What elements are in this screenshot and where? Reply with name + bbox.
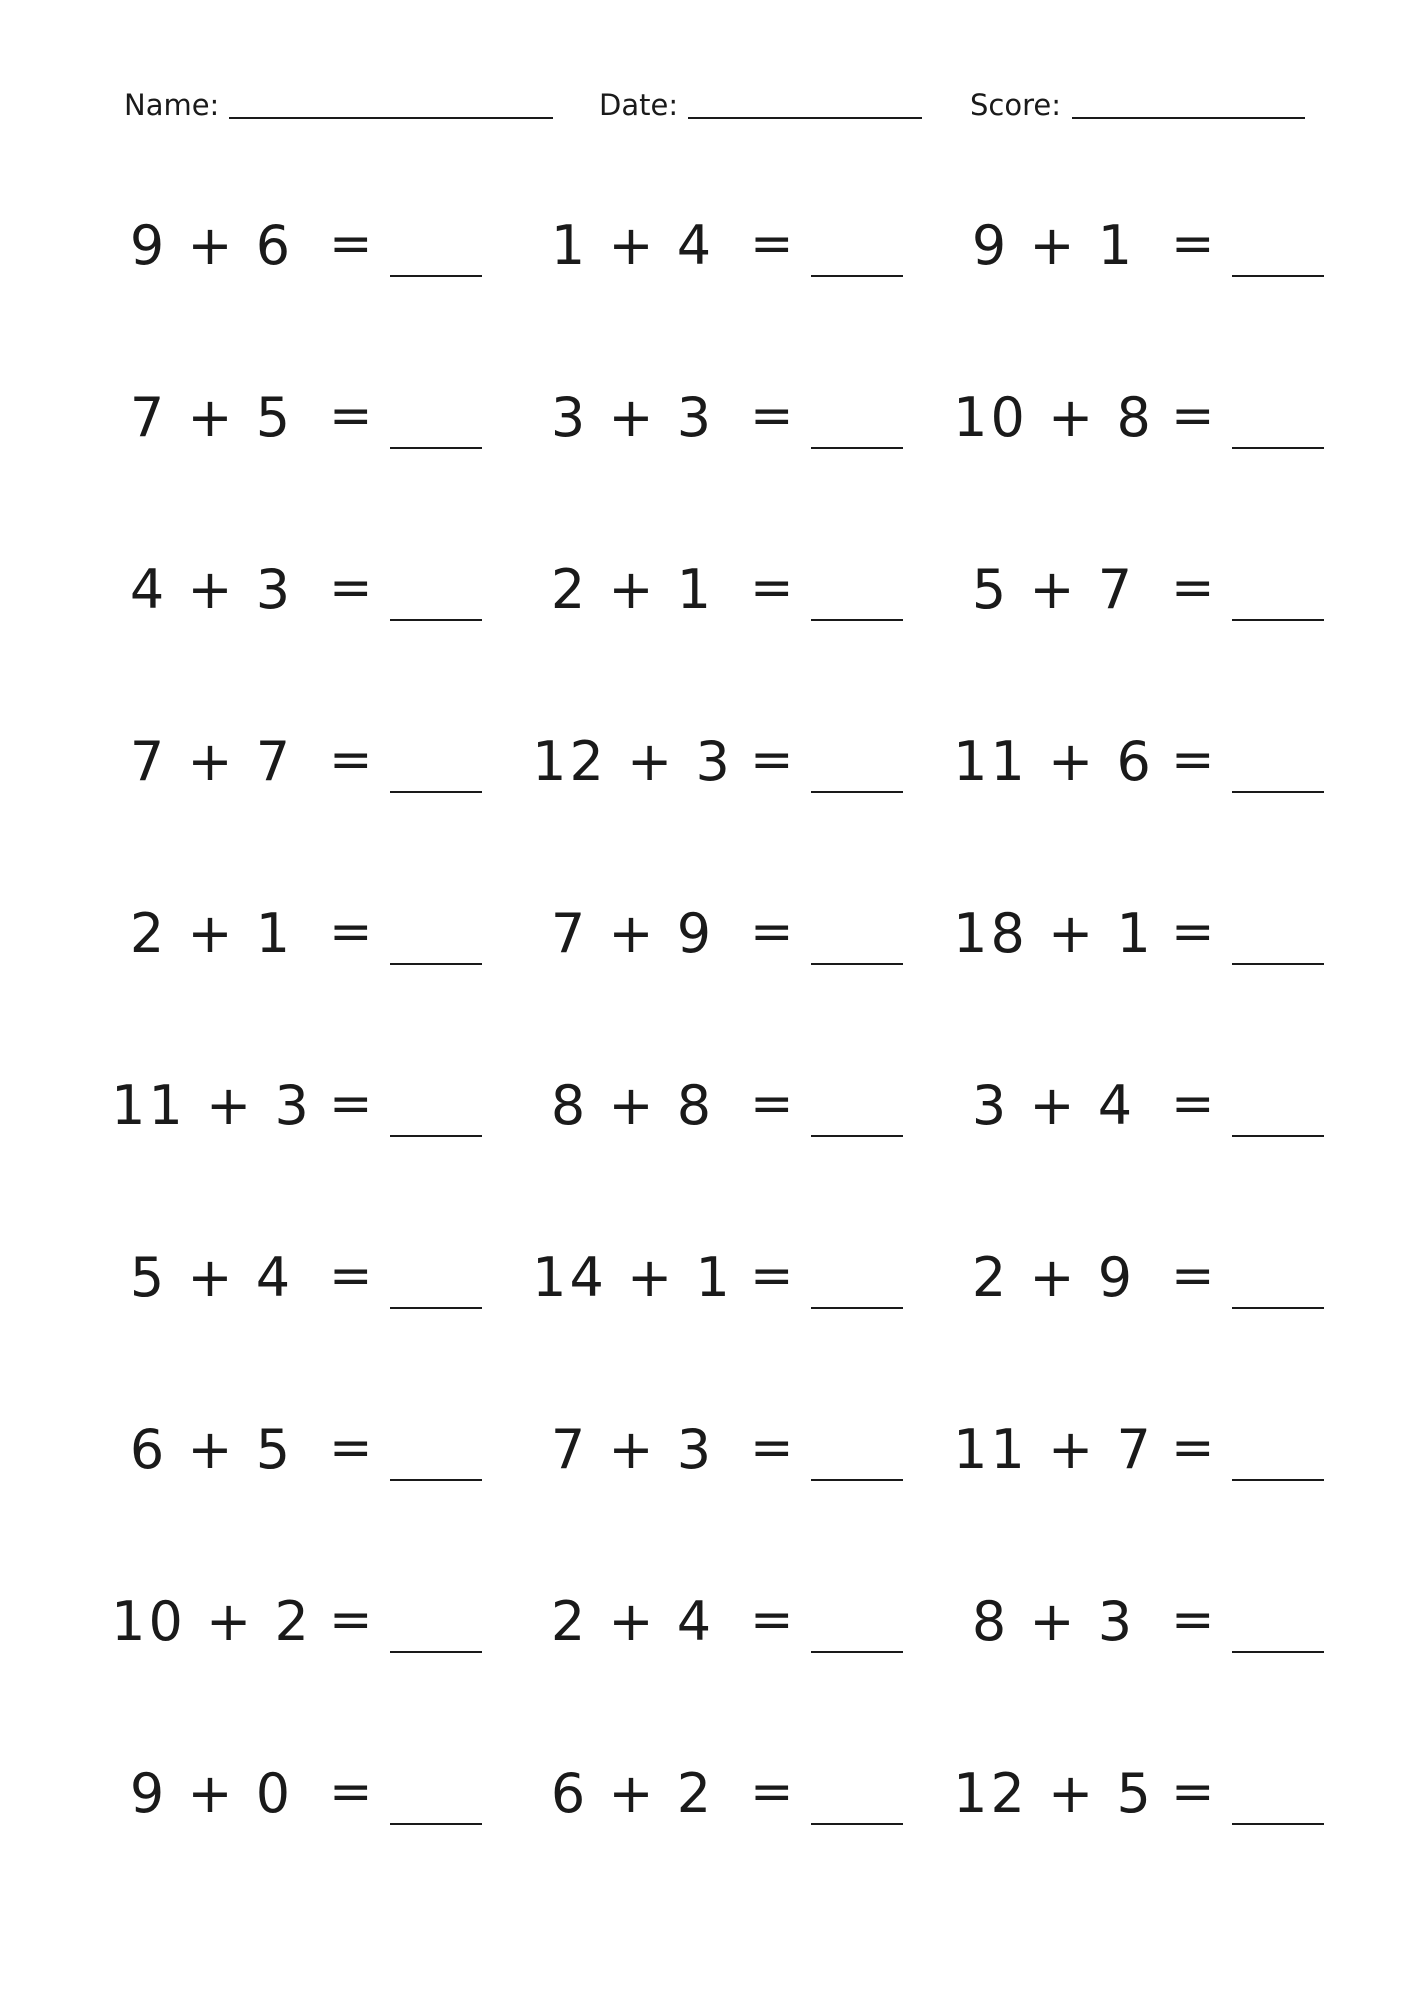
problem-expression: 7 + 5 [129, 386, 294, 449]
equals-sign: = [750, 1246, 794, 1306]
problem-expression: 2 + 1 [550, 558, 715, 621]
answer-blank-line[interactable] [811, 963, 903, 965]
answer-blank-line[interactable] [390, 963, 482, 965]
problem-expression: 10 + 2 [111, 1590, 312, 1653]
problem-item [104, 540, 504, 640]
equals-sign: = [1171, 214, 1215, 274]
problem-expression: 11 + 6 [953, 730, 1154, 793]
problem-expression: 2 + 9 [971, 1246, 1136, 1309]
equals-sign: = [1171, 1590, 1215, 1650]
equals-sign: = [329, 1246, 373, 1306]
answer-blank-line[interactable] [390, 1823, 482, 1825]
answer-blank-line[interactable] [811, 1823, 903, 1825]
problem-item [104, 1744, 504, 1844]
problem-item [104, 196, 504, 296]
problem-item [525, 712, 925, 812]
problem-expression: 7 + 3 [550, 1418, 715, 1481]
answer-blank-line[interactable] [1232, 791, 1324, 793]
equals-sign: = [1171, 1418, 1215, 1478]
problem-item [946, 1228, 1346, 1328]
answer-blank-line[interactable] [1232, 1135, 1324, 1137]
problem-item [525, 1744, 925, 1844]
equals-sign: = [329, 902, 373, 962]
date-blank-line[interactable] [688, 117, 922, 119]
answer-blank-line[interactable] [390, 619, 482, 621]
answer-blank-line[interactable] [390, 1651, 482, 1653]
answer-blank-line[interactable] [1232, 1651, 1324, 1653]
name-blank-line[interactable] [229, 117, 553, 119]
problem-item [104, 1400, 504, 1500]
problem-item [104, 368, 504, 468]
equals-sign: = [329, 386, 373, 446]
problem-expression: 9 + 1 [971, 214, 1136, 277]
problem-expression: 2 + 4 [550, 1590, 715, 1653]
answer-blank-line[interactable] [1232, 275, 1324, 277]
equals-sign: = [329, 558, 373, 618]
problem-expression: 7 + 7 [129, 730, 294, 793]
answer-blank-line[interactable] [811, 1479, 903, 1481]
problem-expression: 1 + 4 [550, 214, 715, 277]
equals-sign: = [329, 1762, 373, 1822]
score-blank-line[interactable] [1072, 117, 1305, 119]
answer-blank-line[interactable] [390, 1135, 482, 1137]
problem-expression: 5 + 7 [971, 558, 1136, 621]
problem-item [525, 196, 925, 296]
problem-item [946, 712, 1346, 812]
problem-item [946, 1744, 1346, 1844]
problem-expression: 14 + 1 [532, 1246, 733, 1309]
equals-sign: = [329, 1074, 373, 1134]
equals-sign: = [329, 730, 373, 790]
answer-blank-line[interactable] [811, 1307, 903, 1309]
problem-item [525, 368, 925, 468]
problem-item [946, 540, 1346, 640]
problem-item [946, 1400, 1346, 1500]
problem-item [525, 1572, 925, 1672]
answer-blank-line[interactable] [390, 447, 482, 449]
answer-blank-line[interactable] [811, 275, 903, 277]
answer-blank-line[interactable] [811, 1135, 903, 1137]
date-label: Date: [599, 88, 679, 122]
problem-expression: 4 + 3 [129, 558, 294, 621]
score-label: Score: [970, 88, 1061, 122]
problem-expression: 11 + 7 [953, 1418, 1154, 1481]
problem-item [946, 368, 1346, 468]
problem-expression: 6 + 2 [550, 1762, 715, 1825]
equals-sign: = [329, 214, 373, 274]
problem-expression: 11 + 3 [111, 1074, 312, 1137]
problem-item [946, 1572, 1346, 1672]
problem-item [525, 1056, 925, 1156]
problem-item [525, 540, 925, 640]
answer-blank-line[interactable] [811, 791, 903, 793]
problem-item [525, 884, 925, 984]
equals-sign: = [750, 902, 794, 962]
equals-sign: = [750, 1590, 794, 1650]
problem-expression: 10 + 8 [953, 386, 1154, 449]
equals-sign: = [1171, 386, 1215, 446]
answer-blank-line[interactable] [390, 1479, 482, 1481]
answer-blank-line[interactable] [811, 1651, 903, 1653]
equals-sign: = [1171, 558, 1215, 618]
problem-item [104, 1572, 504, 1672]
answer-blank-line[interactable] [1232, 1823, 1324, 1825]
answer-blank-line[interactable] [390, 1307, 482, 1309]
answer-blank-line[interactable] [390, 791, 482, 793]
problem-expression: 8 + 8 [550, 1074, 715, 1137]
equals-sign: = [329, 1590, 373, 1650]
problem-expression: 18 + 1 [953, 902, 1154, 965]
answer-blank-line[interactable] [1232, 619, 1324, 621]
problem-item [525, 1228, 925, 1328]
problem-expression: 3 + 3 [550, 386, 715, 449]
problem-item [946, 196, 1346, 296]
equals-sign: = [750, 730, 794, 790]
problem-expression: 2 + 1 [129, 902, 294, 965]
problem-item [104, 884, 504, 984]
problem-item [525, 1400, 925, 1500]
problem-expression: 8 + 3 [971, 1590, 1136, 1653]
equals-sign: = [1171, 1074, 1215, 1134]
equals-sign: = [750, 558, 794, 618]
equals-sign: = [329, 1418, 373, 1478]
answer-blank-line[interactable] [1232, 1307, 1324, 1309]
equals-sign: = [750, 1418, 794, 1478]
name-label: Name: [124, 88, 220, 122]
equals-sign: = [750, 386, 794, 446]
answer-blank-line[interactable] [1232, 447, 1324, 449]
problem-item [104, 1056, 504, 1156]
equals-sign: = [1171, 1762, 1215, 1822]
answer-blank-line[interactable] [1232, 1479, 1324, 1481]
equals-sign: = [750, 1074, 794, 1134]
equals-sign: = [750, 1762, 794, 1822]
equals-sign: = [1171, 730, 1215, 790]
answer-blank-line[interactable] [390, 275, 482, 277]
problem-expression: 12 + 3 [532, 730, 733, 793]
problem-item [104, 1228, 504, 1328]
problem-expression: 9 + 6 [129, 214, 294, 277]
equals-sign: = [1171, 902, 1215, 962]
answer-blank-line[interactable] [811, 447, 903, 449]
problem-expression: 7 + 9 [550, 902, 715, 965]
problem-item [946, 1056, 1346, 1156]
problem-item [104, 712, 504, 812]
equals-sign: = [1171, 1246, 1215, 1306]
problem-expression: 9 + 0 [129, 1762, 294, 1825]
problem-expression: 3 + 4 [971, 1074, 1136, 1137]
equals-sign: = [750, 214, 794, 274]
problem-item [946, 884, 1346, 984]
problem-expression: 5 + 4 [129, 1246, 294, 1309]
answer-blank-line[interactable] [1232, 963, 1324, 965]
problem-expression: 6 + 5 [129, 1418, 294, 1481]
answer-blank-line[interactable] [811, 619, 903, 621]
problem-expression: 12 + 5 [953, 1762, 1154, 1825]
